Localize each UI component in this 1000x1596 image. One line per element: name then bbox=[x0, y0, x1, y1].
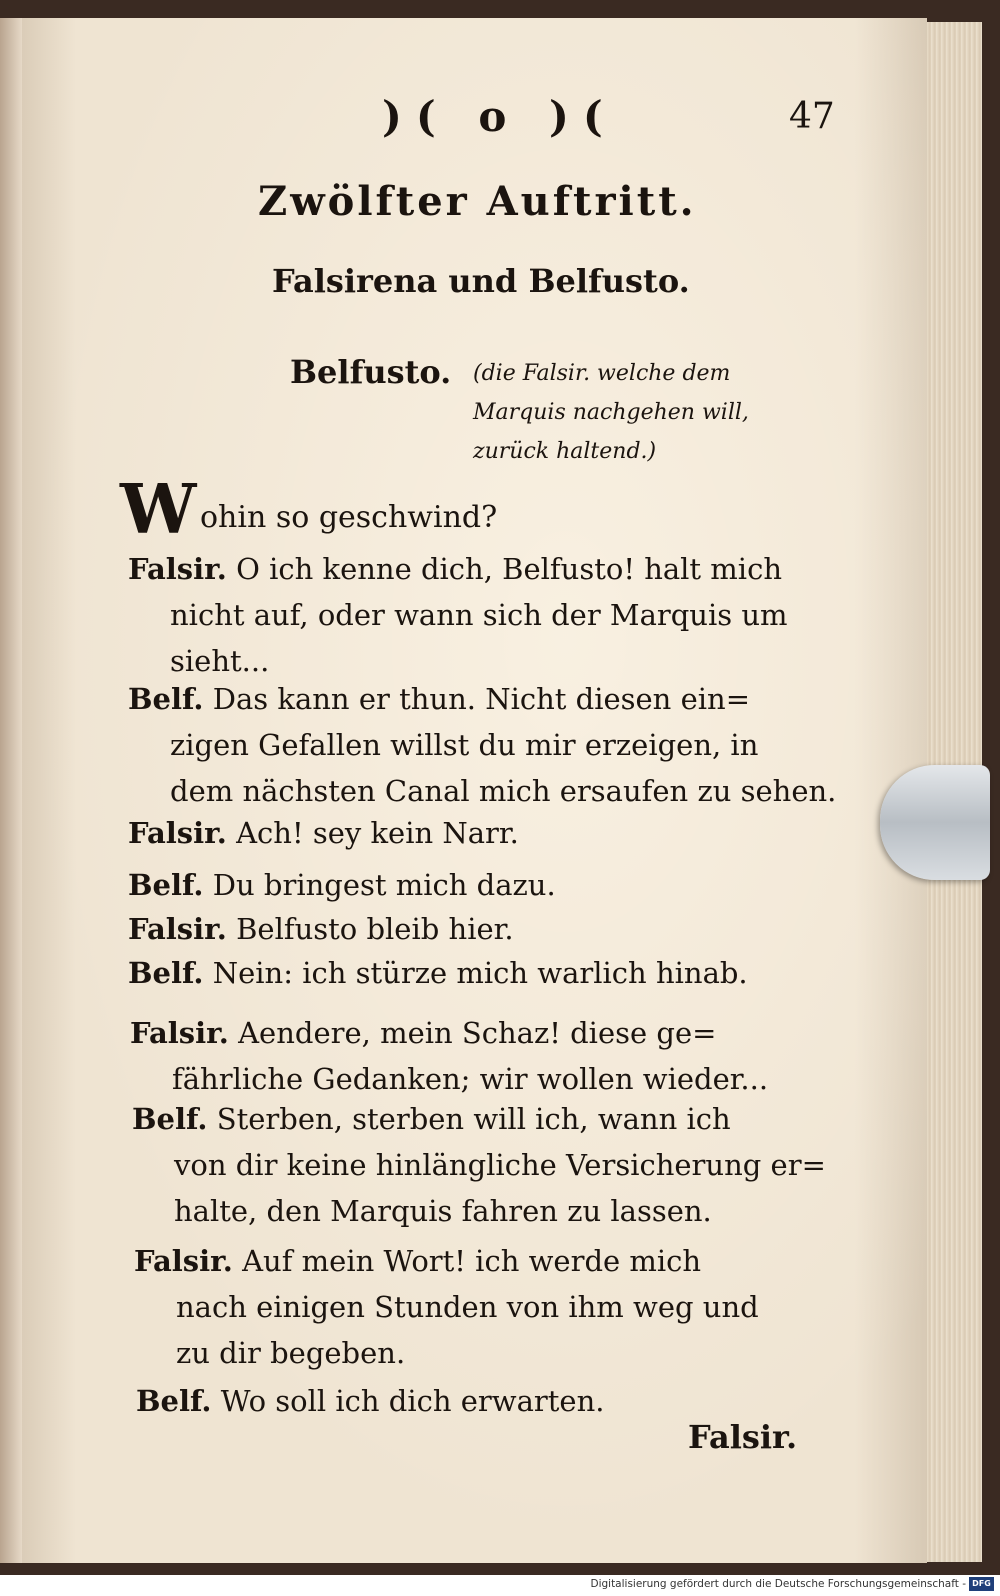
dialogue-turn bbox=[128, 810, 519, 856]
dialogue-line: fährliche Gedanken; wir wollen wieder... bbox=[172, 1062, 769, 1096]
dialogue-line: Aendere, mein Schaz! diese ge= bbox=[238, 1016, 717, 1050]
dialogue-turn bbox=[130, 1010, 768, 1102]
footer-bar bbox=[0, 1575, 1000, 1596]
dialogue-line: halte, den Marquis fahren zu lassen. bbox=[174, 1194, 712, 1228]
dialogue-line: zigen Gefallen willst du mir erzeigen, in bbox=[170, 728, 759, 762]
dialogue-turn bbox=[128, 676, 836, 814]
dialogue-line: Nein: ich stürze mich warlich hinab. bbox=[212, 956, 748, 990]
scene-characters: Falsirena und Belfusto. bbox=[272, 262, 690, 300]
dialogue-line: zu dir begeben. bbox=[176, 1336, 406, 1370]
speaker-name: Falsir. bbox=[128, 816, 227, 850]
dialogue-turn bbox=[128, 862, 556, 908]
drop-cap: W bbox=[120, 470, 197, 550]
opening-speaker: Belfusto. bbox=[290, 353, 452, 391]
speaker-name: Belf. bbox=[132, 1102, 208, 1136]
stage-direction-line: (die Falsir. welche dem bbox=[473, 361, 731, 386]
speaker-name: Falsir. bbox=[134, 1244, 233, 1278]
dialogue-line: Ach! sey kein Narr. bbox=[236, 816, 519, 850]
speaker-name: Falsir. bbox=[128, 552, 227, 586]
dialogue-turn bbox=[136, 1378, 604, 1424]
dialogue-line: dem nächsten Canal mich ersaufen zu sehen. bbox=[170, 774, 837, 808]
dialogue-turn bbox=[128, 906, 514, 952]
footer-credit: Digitalisierung gefördert durch die Deutsche Forschungsgemeinschaft - bbox=[590, 1578, 966, 1590]
dialogue-line: Das kann er thun. Nicht diesen ein= bbox=[212, 682, 750, 716]
stage-direction bbox=[473, 354, 749, 471]
dialogue-line: Du bringest mich dazu. bbox=[212, 868, 556, 902]
speaker-name: Belf. bbox=[128, 956, 204, 990]
dialogue-turn bbox=[134, 1238, 759, 1376]
dialogue-line: sieht... bbox=[170, 644, 270, 678]
dfg-logo: DFG bbox=[969, 1577, 994, 1591]
dialogue-line: Wo soll ich dich erwarten. bbox=[220, 1384, 605, 1418]
speaker-name: Belf. bbox=[128, 682, 204, 716]
dialogue-turn bbox=[132, 1096, 826, 1234]
dialogue-line: Auf mein Wort! ich werde mich bbox=[242, 1244, 702, 1278]
speaker-name: Belf. bbox=[136, 1384, 212, 1418]
dialogue-turn bbox=[128, 950, 748, 996]
opening-line: ohin so geschwind? bbox=[200, 500, 498, 535]
left-page-edge bbox=[0, 18, 22, 1563]
dialogue-line: nicht auf, oder wann sich der Marquis um bbox=[170, 598, 788, 632]
dialogue-turn bbox=[128, 546, 788, 684]
dialogue-line: Belfusto bleib hier. bbox=[236, 912, 514, 946]
stage-direction-line: zurück haltend.) bbox=[473, 439, 657, 464]
dialogue-line: von dir keine hinlängliche Versicherung er= bbox=[174, 1148, 826, 1182]
running-head: )( o )( bbox=[382, 92, 617, 141]
speaker-name: Falsir. bbox=[130, 1016, 229, 1050]
stage-direction-line: Marquis nachgehen will, bbox=[473, 400, 749, 425]
scene-title: Zwölfter Auftritt. bbox=[258, 178, 697, 225]
dialogue-line: nach einigen Stunden von ihm weg und bbox=[176, 1290, 759, 1324]
speaker-name: Belf. bbox=[128, 868, 204, 902]
page-clip bbox=[880, 765, 990, 880]
dialogue-line: O ich kenne dich, Belfusto! halt mich bbox=[236, 552, 782, 586]
dialogue-line: Sterben, sterben will ich, wann ich bbox=[216, 1102, 731, 1136]
page-number: 47 bbox=[789, 96, 835, 137]
catchword: Falsir. bbox=[688, 1418, 798, 1456]
speaker-name: Falsir. bbox=[128, 912, 227, 946]
